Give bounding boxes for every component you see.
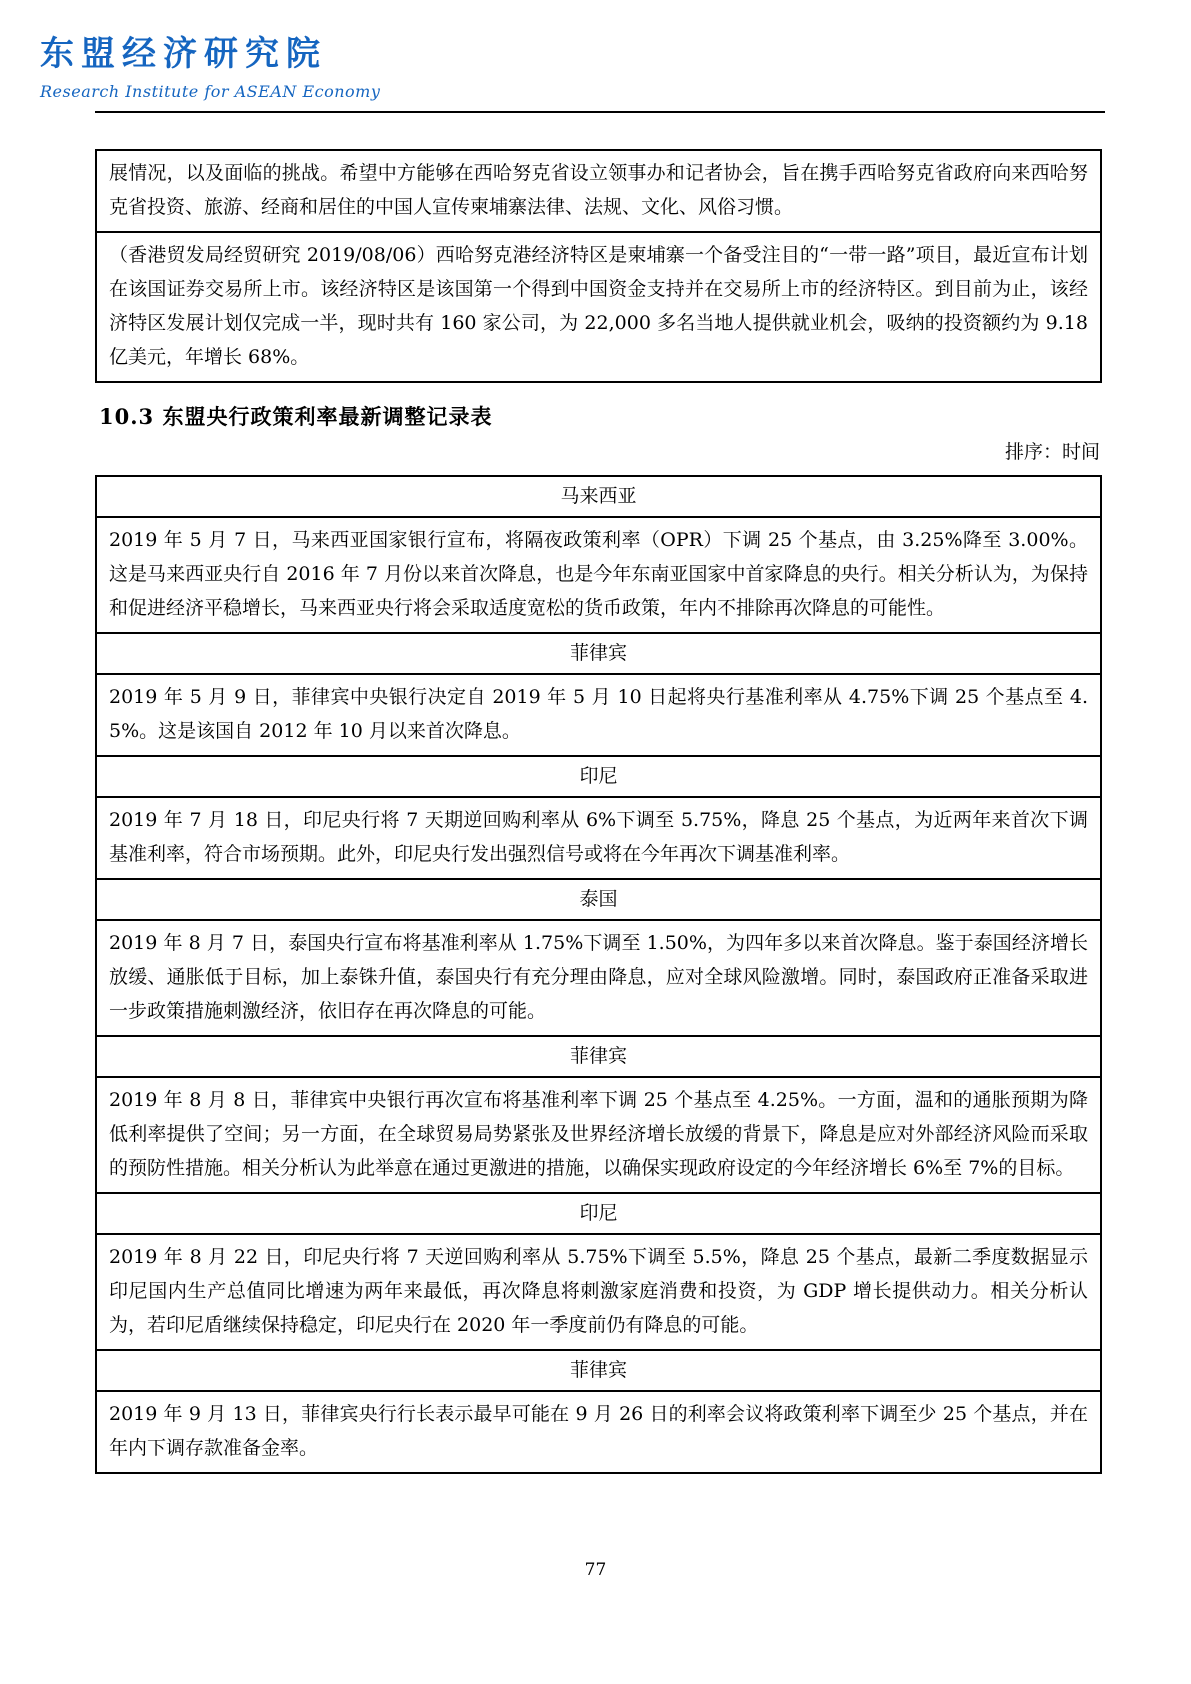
rate-entry-text: 2019 年 5 月 7 日，马来西亚国家银行宣布，将隔夜政策利率（OPR）下调 25 个基点，由 3.25%降至 3.00%。这是马来西亚央行自 2016 年 7 月份以来首次降息，也是今年东南亚国家中首家降息的央行。相关分析认为，为保持和促进经济平稳增长，马来西亚央行将会采取适度宽松的货币政策，年内不排除再次降息的可能性。 [96,517,1101,633]
table-row [96,232,1101,382]
news-paragraph: 展情况，以及面临的挑战。希望中方能够在西哈努克省设立领事办和记者协会，旨在携手西哈努克省政府向来西哈努克省投资、旅游、经商和居住的中国人宣传柬埔寨法律、法规、文化、风俗习惯。 [96,150,1101,232]
rate-entry-text: 2019 年 9 月 13 日，菲律宾央行行长表示最早可能在 9 月 26 日的利率会议将政策利率下调至少 25 个基点，并在年内下调存款准备金率。 [96,1391,1101,1473]
policy-rate-record-table [95,475,1102,1474]
table-row [96,756,1101,797]
institute-logo-subtitle: Research Institute for ASEAN Economy [40,82,381,101]
table-row [96,476,1101,517]
rate-entry-text: 2019 年 8 月 8 日，菲律宾中央银行再次宣布将基准利率下调 25 个基点至 4.25%。一方面，温和的通胀预期为降低利率提供了空间；另一方面，在全球贸易局势紧张及世界经济增长放缓的背景下，降息是应对外部经济风险而采取的预防性措施。相关分析认为此举意在通过更激进的措施，以确保实现政府设定的今年经济增长 6%至 7%的目标。 [96,1077,1101,1193]
table-row [96,1193,1101,1234]
table-row [96,150,1101,232]
sihanoukville-news-table [95,149,1102,383]
header-divider [95,111,1105,113]
country-header: 菲律宾 [96,1350,1101,1391]
table-row [96,797,1101,879]
country-header: 印尼 [96,756,1101,797]
table-row [96,633,1101,674]
table-row [96,1036,1101,1077]
table-row [96,674,1101,756]
rate-entry-text: 2019 年 8 月 22 日，印尼央行将 7 天逆回购利率从 5.75%下调至 5.5%，降息 25 个基点，最新二季度数据显示印尼国内生产总值同比增速为两年来最低，再次降息将刺激家庭消费和投资，为 GDP 增长提供动力。相关分析认为，若印尼盾继续保持稳定，印尼央行在 2020 年一季度前仍有降息的可能。 [96,1234,1101,1350]
table-row [96,1234,1101,1350]
section-heading: 10.3 东盟央行政策利率最新调整记录表 [99,404,493,429]
document-content [95,149,1102,1474]
rate-entry-text: 2019 年 8 月 7 日，泰国央行宣布将基准利率从 1.75%下调至 1.50%，为四年多以来首次降息。鉴于泰国经济增长放缓、通胀低于目标，加上泰铢升值，泰国央行有充分理由降息，应对全球风险激增。同时，泰国政府正准备采取进一步政策措施刺激经济，依旧存在再次降息的可能。 [96,920,1101,1036]
country-header: 菲律宾 [96,633,1101,674]
rate-entry-text: 2019 年 5 月 9 日，菲律宾中央银行决定自 2019 年 5 月 10 日起将央行基准利率从 4.75%下调 25 个基点至 4.5%。这是该国自 2012 年 10 月以来首次降息。 [96,674,1101,756]
rate-entry-text: 2019 年 7 月 18 日，印尼央行将 7 天期逆回购利率从 6%下调至 5.75%，降息 25 个基点，为近两年来首次下调基准利率，符合市场预期。此外，印尼央行发出强烈信号或将在今年再次下调基准利率。 [96,797,1101,879]
sort-order-note: 排序：时间 [1004,441,1100,463]
page-header [0,0,1191,113]
country-header: 泰国 [96,879,1101,920]
table-row [96,1391,1101,1473]
table-row [96,920,1101,1036]
country-header: 菲律宾 [96,1036,1101,1077]
table-row [96,517,1101,633]
table-row [96,879,1101,920]
table-row [96,1350,1101,1391]
institute-logo-title: 东盟经济研究院 [40,34,327,74]
page-number: 77 [584,1560,607,1580]
country-header: 马来西亚 [96,476,1101,517]
news-paragraph: （香港贸发局经贸研究 2019/08/06）西哈努克港经济特区是柬埔寨一个备受注目的“一带一路”项目，最近宣布计划在该国证券交易所上市。该经济特区是该国第一个得到中国资金支持并在交易所上市的经济特区。到目前为止，该经济特区发展计划仅完成一半，现时共有 160 家公司，为 22,000 多名当地人提供就业机会，吸纳的投资额约为 9.18 亿美元，年增长 68%。 [96,232,1101,382]
table-row [96,1077,1101,1193]
country-header: 印尼 [96,1193,1101,1234]
